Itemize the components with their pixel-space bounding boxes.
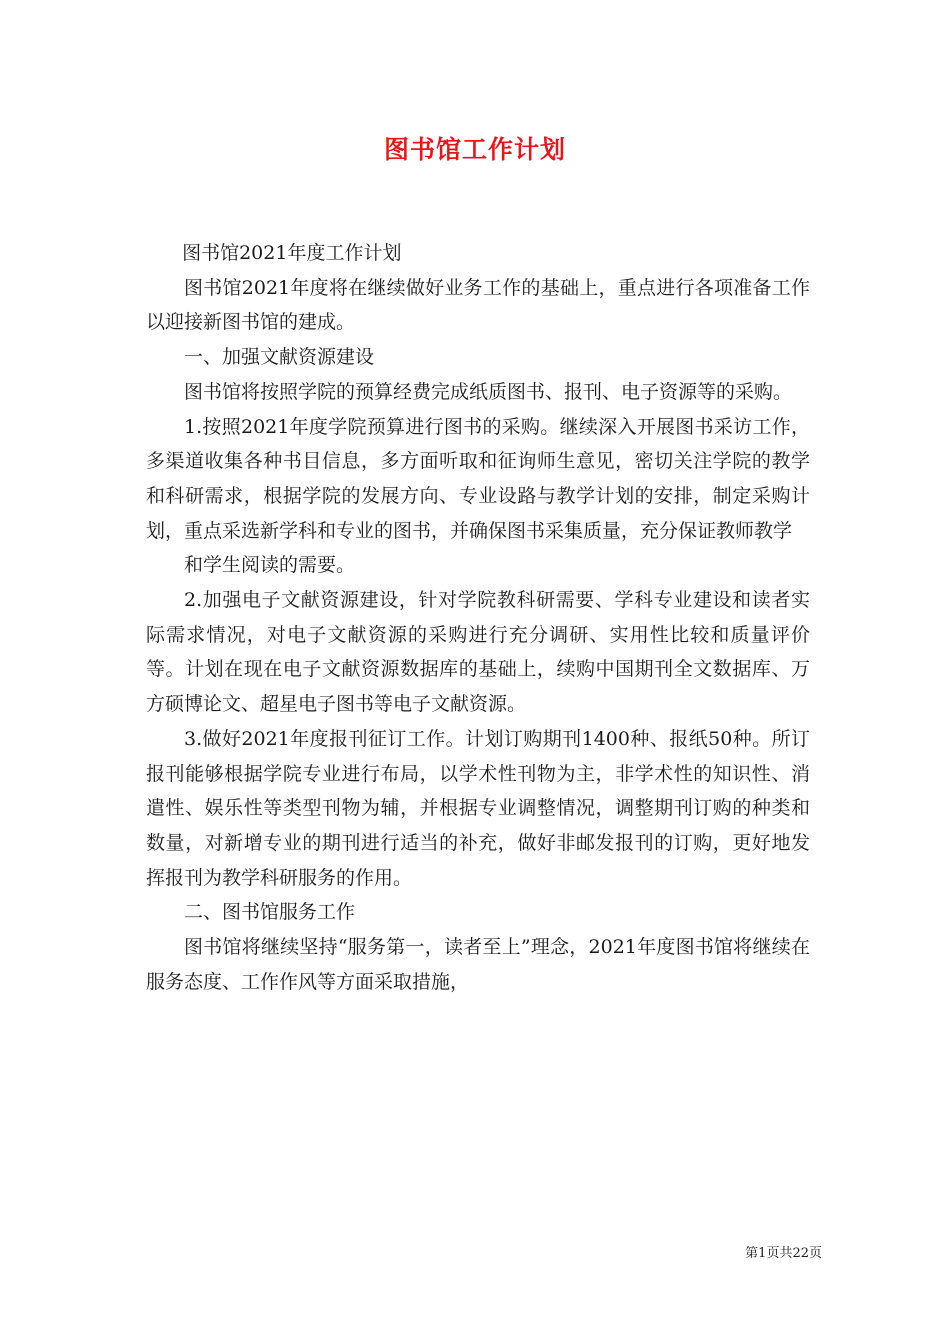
paragraph-item-3: 3.做好2021年度报刊征订工作。计划订购期刊1400种、报纸50种。所订报刊能够根据学院专业进行布局，以学术性刊物为主，非学术性的知识性、消遣性、娱乐性等类型刊物为辅，并根据专业调整情况，调整期刊订购的种类和数量，对新增专业的期刊进行适当的补充，做好非邮发报刊的订购，更好地发挥报刊为教学科研服务的作用。 xyxy=(146,727,810,889)
section-heading-1: 一、加强文献资源建设 xyxy=(184,346,375,369)
section-heading-2: 二、图书馆服务工作 xyxy=(184,901,356,924)
paragraph-continuation: 和学生阅读的需要。 xyxy=(184,554,356,577)
page-number: 第1页共22页 xyxy=(745,1246,822,1261)
paragraph: 图书馆将按照学院的预算经费完成纸质图书、报刊、电子资源等的采购。 xyxy=(184,380,793,403)
paragraph-item-1: 1.按照2021年度学院预算进行图书的采购。继续深入开展图书采访工作，多渠道收集各种书目信息，多方面听取和征询师生意见，密切关注学院的教学和科研需求，根据学院的发展方向、专业设路与教学计划的安排，制定采购计划，重点采选新学科和专业的图书，并确保图书采集质量，充分保证教师教学 xyxy=(146,415,810,542)
paragraph-intro: 图书馆2021年度将在继续做好业务工作的基础上，重点进行各项准备工作以迎接新图书馆的建成。 xyxy=(146,276,810,334)
paragraph: 图书馆将继续坚持“服务第一，读者至上”理念，2021年度图书馆将继续在服务态度、工作作风等方面采取措施， xyxy=(146,936,810,993)
document-title: 图书馆工作计划 xyxy=(383,135,566,164)
document-body xyxy=(146,236,810,999)
paragraph-subtitle: 图书馆2021年度工作计划 xyxy=(182,242,402,264)
paragraph-item-2: 2.加强电子文献资源建设，针对学院教科研需要、学科专业建设和读者实际需求情况，对电子文献资源的采购进行充分调研、实用性比较和质量评价等。计划在现在电子文献资源数据库的基础上，续购中国期刊全文数据库、万方硕博论文、超星电子图书等电子文献资源。 xyxy=(146,589,810,716)
